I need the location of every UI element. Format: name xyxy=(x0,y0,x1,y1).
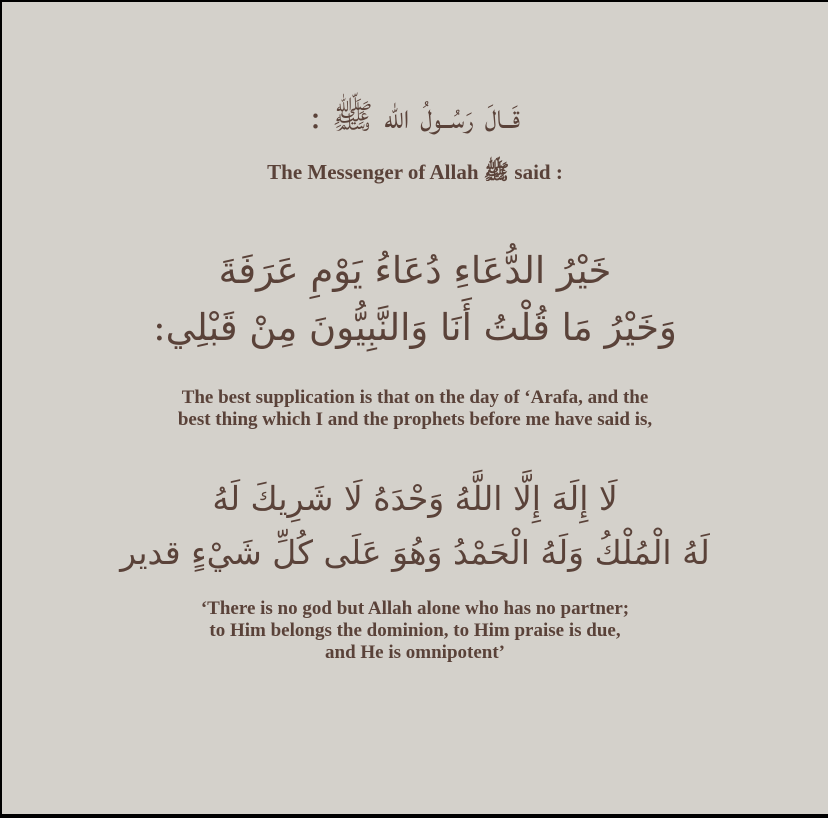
hadith-arabic-line-1: خَيْرُ الدُّعَاءِ دُعَاءُ يَوْمِ عَرَفَةَ xyxy=(218,249,612,292)
dhikr-arabic-line-2: لَهُ الْمُلْكُ وَلَهُ الْحَمْدُ وَهُوَ عَلَى كُلِّ شَيْءٍ قدير xyxy=(120,533,710,572)
dhikr-english-line-2: to Him belongs the dominion, to Him praise is due, xyxy=(209,620,621,641)
header-arabic: قَــالَ رَسُــولُ الله ﷺ : xyxy=(309,97,521,137)
hadith-english-line-2: best thing which I and the prophets before me have said is, xyxy=(177,409,653,430)
hadith-arabic-line-2: وَخَيْرُ مَا قُلْتُ أَنَا وَالنَّبِيُّونَ مِنْ قَبْلِي: xyxy=(153,306,677,349)
dhikr-english-line-1: ‘There is no god but Allah alone who has no partner; xyxy=(200,598,630,619)
dhikr-arabic-line-1: لَا إِلَهَ إِلَّا اللَّهُ وَحْدَهُ لَا شَرِيكَ لَهُ xyxy=(212,479,618,518)
header-english: The Messenger of Allah ﷺ said : xyxy=(267,160,563,184)
hadith-english-line-1: The best supplication is that on the day of ‘Arafa, and the xyxy=(181,387,649,408)
post-canvas xyxy=(2,2,828,814)
dhikr-english-line-3: and He is omnipotent’ xyxy=(325,642,505,663)
